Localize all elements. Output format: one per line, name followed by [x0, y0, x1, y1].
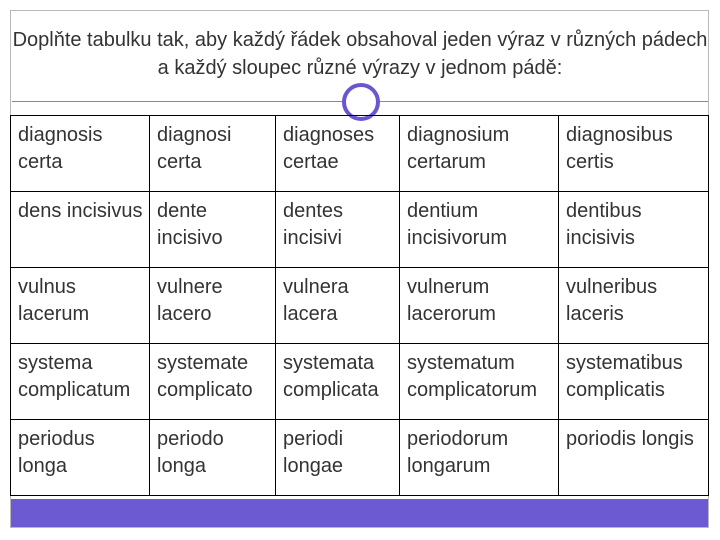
table-row	[11, 116, 709, 192]
table-row	[11, 344, 709, 420]
title-divider-right	[380, 101, 708, 102]
table-row	[11, 420, 709, 496]
table-cell: vulnerum lacerorum	[400, 268, 559, 344]
table-cell: vulnus lacerum	[11, 268, 150, 344]
table-cell: periodi longae	[276, 420, 400, 496]
table-cell: dente incisivo	[150, 192, 276, 268]
table-row	[11, 268, 709, 344]
table-cell: diagnosibus certis	[559, 116, 709, 192]
table-cell: dens incisivus	[11, 192, 150, 268]
table-cell: systemata complicata	[276, 344, 400, 420]
table-cell: periodus longa	[11, 420, 150, 496]
table-cell: systematibus complicatis	[559, 344, 709, 420]
table-cell: diagnoses certae	[276, 116, 400, 192]
table-cell: vulnere lacero	[150, 268, 276, 344]
page-title: Doplňte tabulku tak, aby každý řádek obsahoval jeden výraz v různých pádech a každý sloupec různé výrazy v jednom pádě:	[12, 29, 708, 79]
table-cell: diagnosis certa	[11, 116, 150, 192]
table-cell: diagnosium certarum	[400, 116, 559, 192]
table-cell: systematum complicatorum	[400, 344, 559, 420]
table-cell: poriodis longis	[559, 420, 709, 496]
table-cell: diagnosi certa	[150, 116, 276, 192]
table-cell: vulnera lacera	[276, 268, 400, 344]
table-cell: systemate complicato	[150, 344, 276, 420]
table-cell: systema complicatum	[11, 344, 150, 420]
title-divider-left	[12, 101, 342, 102]
table-cell: periodorum longarum	[400, 420, 559, 496]
table-cell: dentium incisivorum	[400, 192, 559, 268]
table-cell: vulneribus laceris	[559, 268, 709, 344]
table-cell: periodo longa	[150, 420, 276, 496]
table-cell: dentibus incisivis	[559, 192, 709, 268]
declension-table	[10, 115, 709, 496]
footer-accent-bar	[11, 499, 708, 527]
table-cell: dentes incisivi	[276, 192, 400, 268]
table-row	[11, 192, 709, 268]
